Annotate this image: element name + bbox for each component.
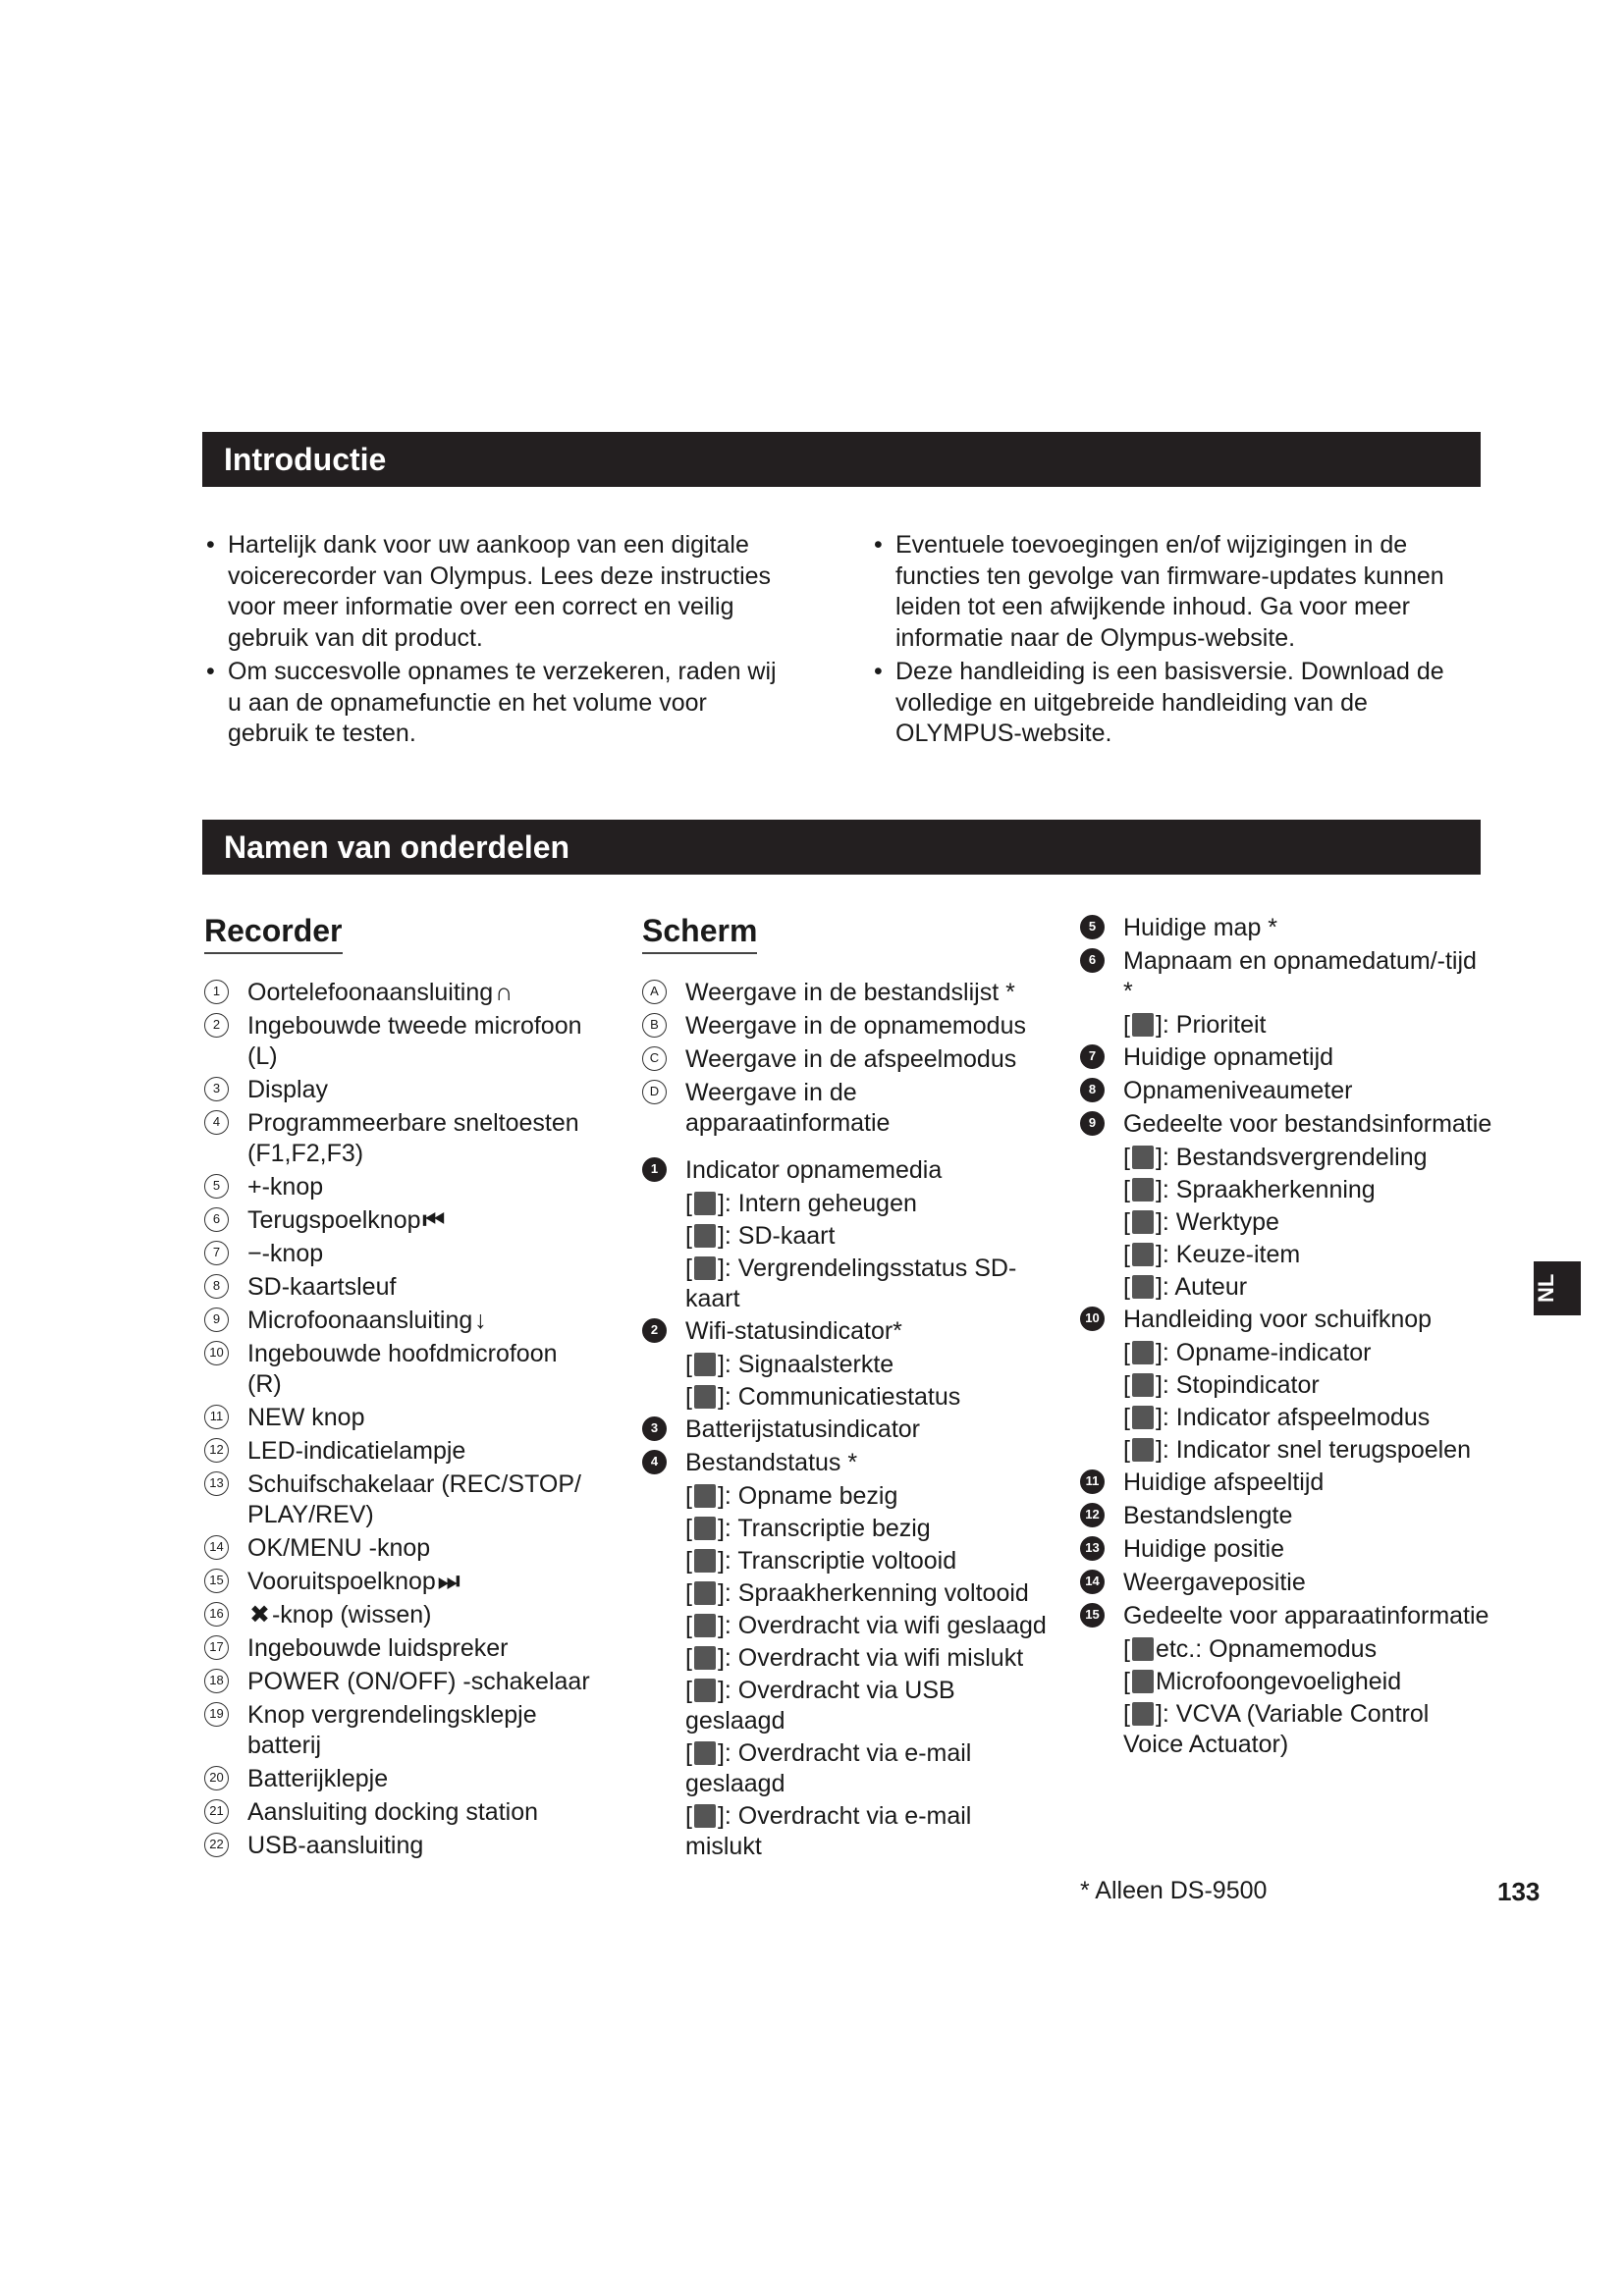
item-label: -knop (wissen) <box>271 1601 432 1629</box>
recorder-item <box>204 1667 597 1697</box>
numbered-item <box>642 1448 1055 1478</box>
bracket-open: [ <box>685 1222 692 1250</box>
sub-item <box>642 1643 1055 1674</box>
item-number: 17 <box>204 1635 229 1660</box>
item-number: 4 <box>642 1450 667 1474</box>
bracket-open: [ <box>1123 1404 1130 1431</box>
item-number: 21 <box>204 1799 229 1824</box>
recorder-item <box>204 1700 597 1761</box>
item-number: 13 <box>204 1471 229 1496</box>
recorder-item <box>204 1306 597 1336</box>
numbered-item <box>1080 1534 1492 1565</box>
scherm-item-list <box>642 1155 1055 1862</box>
sub-item <box>642 1611 1055 1641</box>
item-number: 19 <box>204 1702 229 1727</box>
numbered-item <box>1080 1568 1492 1598</box>
page-number: 133 <box>1497 1877 1541 1906</box>
item-number: 11 <box>1080 1469 1105 1494</box>
item-label: Gedeelte voor apparaatinformatie <box>1123 1602 1489 1629</box>
sub-item <box>642 1350 1055 1380</box>
sub-item-label: ]: Indicator afspeelmodus <box>1155 1404 1431 1431</box>
bracket-open: [ <box>1123 1635 1130 1663</box>
bracket-open: [ <box>1123 1668 1130 1695</box>
scherm-letter-item <box>642 1044 1055 1075</box>
sub-item <box>1080 1175 1492 1205</box>
item-label: OK/MENU -knop <box>247 1534 431 1562</box>
item-label: Aansluiting docking station <box>247 1798 539 1826</box>
bracket-open: [ <box>1123 1176 1130 1203</box>
recorder-item <box>204 1600 597 1630</box>
recorder-item <box>204 1567 597 1597</box>
item-number: 12 <box>1080 1503 1105 1527</box>
trash-icon: ✖ <box>249 1601 270 1629</box>
item-label: Ingebouwde tweede microfoon (L) <box>247 1012 582 1070</box>
sub-item <box>1080 1699 1492 1760</box>
recorder-item <box>204 1436 597 1467</box>
numbered-item <box>1080 946 1492 1007</box>
item-label: SD-kaartsleuf <box>247 1273 397 1301</box>
numbered-item <box>1080 1109 1492 1140</box>
bracket-open: [ <box>685 1515 692 1542</box>
sub-item <box>642 1546 1055 1576</box>
option-item-icon <box>1132 1243 1154 1266</box>
email-success-icon <box>694 1741 716 1765</box>
headphone-icon: ∩ <box>495 979 514 1006</box>
item-letter: A <box>642 980 667 1004</box>
item-label: Microfoonaansluiting <box>247 1307 473 1334</box>
recorder-item <box>204 1205 597 1236</box>
item-number: 7 <box>204 1241 229 1265</box>
sub-item <box>1080 1634 1492 1665</box>
numbered-item <box>1080 1305 1492 1335</box>
sub-item-label: ]: SD-kaart <box>717 1222 836 1250</box>
item-label: Batterijklepje <box>247 1765 389 1792</box>
sd-card-icon <box>694 1224 716 1248</box>
recorder-item <box>204 1172 597 1202</box>
item-number: 14 <box>1080 1570 1105 1594</box>
sub-item <box>642 1189 1055 1219</box>
item-label: −-knop <box>247 1240 324 1267</box>
numbered-item <box>1080 1468 1492 1498</box>
email-failed-icon <box>694 1804 716 1828</box>
sub-item <box>642 1738 1055 1799</box>
sub-item <box>1080 1207 1492 1238</box>
transcribed-icon <box>694 1549 716 1573</box>
worktype-icon <box>1132 1210 1154 1234</box>
sub-item-label: Microfoongevoeligheid <box>1155 1668 1402 1695</box>
intro-title: Introductie <box>224 442 387 477</box>
numbered-item <box>1080 913 1492 943</box>
sub-item-label: etc.: Opnamemodus <box>1155 1635 1378 1663</box>
bracket-open: [ <box>685 1739 692 1767</box>
sub-item <box>1080 1240 1492 1270</box>
item-label: USB-aansluiting <box>247 1832 424 1859</box>
usb-success-icon <box>694 1679 716 1702</box>
item-label: Batterijstatusindicator <box>685 1415 921 1443</box>
transcribing-icon <box>694 1517 716 1540</box>
numbered-item <box>642 1415 1055 1445</box>
sub-item-label: ]: Transcriptie voltooid <box>717 1547 957 1575</box>
priority-icon <box>1132 1013 1154 1037</box>
record-dot-icon <box>1132 1341 1154 1364</box>
numbered-item <box>1080 1076 1492 1106</box>
bracket-open: [ <box>1123 1241 1130 1268</box>
item-label: Oortelefoonaansluiting <box>247 979 494 1006</box>
bracket-open: [ <box>1123 1011 1130 1039</box>
sub-item-label: ]: Indicator snel terugspoelen <box>1155 1436 1471 1464</box>
wifi-signal-icon <box>694 1353 716 1376</box>
intro-left-column <box>206 530 785 753</box>
sub-item-label: ]: Overdracht via wifi geslaagd <box>717 1612 1047 1639</box>
intro-heading-bar <box>202 432 1481 487</box>
item-number: 7 <box>1080 1044 1105 1069</box>
sub-item <box>642 1514 1055 1544</box>
recorder-item <box>204 1272 597 1303</box>
sub-item <box>642 1221 1055 1252</box>
item-number: 2 <box>642 1318 667 1343</box>
microphone-icon: ↓ <box>474 1307 487 1334</box>
sub-item-label: ]: Stopindicator <box>1155 1371 1320 1399</box>
recorder-item <box>204 1633 597 1664</box>
item-number: 3 <box>642 1416 667 1441</box>
recorder-item <box>204 1403 597 1433</box>
item-number: 8 <box>204 1274 229 1299</box>
item-number: 22 <box>204 1833 229 1857</box>
bracket-open: [ <box>685 1579 692 1607</box>
scherm-letter-item <box>642 978 1055 1008</box>
scherm-letter-item <box>642 1078 1055 1139</box>
bracket-open: [ <box>685 1482 692 1510</box>
author-icon <box>1132 1275 1154 1299</box>
item-number: 5 <box>1080 915 1105 939</box>
item-number: 18 <box>204 1669 229 1693</box>
item-number: 8 <box>1080 1078 1105 1102</box>
sub-item <box>1080 1667 1492 1697</box>
fast-forward-icon: ⏭ <box>437 1568 460 1595</box>
sub-item <box>642 1481 1055 1512</box>
communication-icon <box>694 1385 716 1409</box>
item-label: Huidige afspeeltijd <box>1123 1468 1325 1496</box>
item-label: Huidige positie <box>1123 1535 1284 1563</box>
sub-item <box>642 1578 1055 1609</box>
item-label: Huidige map * <box>1123 914 1278 941</box>
bracket-open: [ <box>685 1547 692 1575</box>
bracket-open: [ <box>685 1644 692 1672</box>
item-number: 12 <box>204 1438 229 1463</box>
item-label: NEW knop <box>247 1404 365 1431</box>
speech-recognition-icon <box>694 1581 716 1605</box>
sub-item-label: ]: Werktype <box>1155 1208 1279 1236</box>
item-label: Mapnaam en opnamedatum/-tijd * <box>1123 947 1477 1005</box>
item-number: 4 <box>204 1110 229 1135</box>
item-number: 6 <box>204 1207 229 1232</box>
item-label: Weergave in de apparaatinformatie <box>685 1079 891 1137</box>
sub-item-label: ]: Overdracht via e-mail mislukt <box>685 1802 972 1860</box>
recorder-list <box>204 978 597 1861</box>
item-number: 11 <box>204 1405 229 1429</box>
item-label: Bestandstatus * <box>685 1449 858 1476</box>
sub-item <box>1080 1010 1492 1041</box>
language-tab: NL <box>1534 1261 1581 1315</box>
item-number: 1 <box>204 980 229 1004</box>
sub-item-label: ]: Overdracht via wifi mislukt <box>717 1644 1024 1672</box>
recorder-column <box>204 911 597 1864</box>
item-label: Weergave in de bestandslijst * <box>685 979 1015 1006</box>
sub-item-label: ]: Vergrendelingsstatus SD-kaart <box>685 1255 1017 1312</box>
sub-item-label: ]: Opname-indicator <box>1155 1339 1372 1366</box>
sub-item-label: ]: Overdracht via e-mail geslaagd <box>685 1739 972 1797</box>
item-label: Weergavepositie <box>1123 1569 1306 1596</box>
item-number: 10 <box>204 1341 229 1365</box>
recorder-item <box>204 1764 597 1794</box>
item-label: Bestandslengte <box>1123 1502 1293 1529</box>
bracket-open: [ <box>685 1677 692 1704</box>
bracket-open: [ <box>1123 1208 1130 1236</box>
scherm-heading: Scherm <box>642 911 757 954</box>
sub-item-label: ]: Spraakherkenning <box>1155 1176 1376 1203</box>
item-number: 9 <box>204 1308 229 1332</box>
item-number: 1 <box>642 1157 667 1182</box>
item-label: Opnameniveaumeter <box>1123 1077 1353 1104</box>
item-letter: D <box>642 1080 667 1104</box>
recording-icon <box>694 1484 716 1508</box>
sub-item <box>1080 1143 1492 1173</box>
item-label: Knop vergrendelingsklepje batterij <box>247 1701 537 1759</box>
sub-item-label: ]: Bestandsvergrendeling <box>1155 1144 1428 1171</box>
bracket-open: [ <box>1123 1700 1130 1728</box>
recorder-item <box>204 978 597 1008</box>
vcva-icon <box>1132 1702 1154 1726</box>
bracket-open: [ <box>685 1383 692 1411</box>
intro-right-column <box>874 530 1483 753</box>
item-number: 13 <box>1080 1536 1105 1561</box>
sub-item-label: ]: Transcriptie bezig <box>717 1515 931 1542</box>
bracket-open: [ <box>1123 1273 1130 1301</box>
info-item-list <box>1080 913 1492 1760</box>
sub-item-label: ]: Opname bezig <box>717 1482 898 1510</box>
scherm-letter-list <box>642 978 1055 1139</box>
item-label: Huidige opnametijd <box>1123 1043 1334 1071</box>
bracket-open: [ <box>685 1351 692 1378</box>
recorder-heading: Recorder <box>204 911 343 954</box>
recording-mode-icons <box>1132 1637 1154 1661</box>
sub-item <box>1080 1272 1492 1303</box>
sub-item-label: ]: Signaalsterkte <box>717 1351 894 1378</box>
item-number: 3 <box>204 1077 229 1101</box>
sub-item <box>642 1801 1055 1862</box>
recorder-item <box>204 1239 597 1269</box>
sub-item-label: ]: Auteur <box>1155 1273 1248 1301</box>
speech-icon <box>1132 1178 1154 1201</box>
item-number: 6 <box>1080 948 1105 973</box>
recorder-item <box>204 1075 597 1105</box>
rewind-icon: ⏮ <box>422 1206 446 1234</box>
item-number: 5 <box>204 1174 229 1199</box>
numbered-item <box>642 1155 1055 1186</box>
item-letter: C <box>642 1046 667 1071</box>
parts-heading-bar <box>202 820 1481 875</box>
item-label: Wifi-statusindicator* <box>685 1317 902 1345</box>
item-label: Terugspoelknop <box>247 1206 421 1234</box>
recorder-item <box>204 1469 597 1530</box>
item-label: Programmeerbare sneltoesten (F1,F2,F3) <box>247 1109 579 1167</box>
item-letter: B <box>642 1013 667 1038</box>
item-label: Vooruitspoelknop <box>247 1568 436 1595</box>
bracket-open: [ <box>685 1255 692 1282</box>
wifi-success-icon <box>694 1614 716 1637</box>
scherm-letter-item <box>642 1011 1055 1041</box>
numbered-item <box>1080 1601 1492 1631</box>
sub-item-label: ]: Communicatiestatus <box>717 1383 961 1411</box>
item-label: Weergave in de afspeelmodus <box>685 1045 1017 1073</box>
sub-item <box>642 1676 1055 1736</box>
file-lock-icon <box>1132 1146 1154 1169</box>
sub-item <box>1080 1338 1492 1368</box>
sub-item <box>1080 1403 1492 1433</box>
item-number: 14 <box>204 1535 229 1560</box>
item-label: Indicator opnamemedia <box>685 1156 943 1184</box>
bracket-open: [ <box>685 1612 692 1639</box>
sub-item-label: ]: Prioriteit <box>1155 1011 1267 1039</box>
bracket-open: [ <box>685 1802 692 1830</box>
item-label: POWER (ON/OFF) -schakelaar <box>247 1668 590 1695</box>
sub-item-label: ]: VCVA (Variable Control Voice Actuator) <box>1123 1700 1430 1758</box>
sub-item <box>642 1254 1055 1314</box>
recorder-item <box>204 1533 597 1564</box>
item-label: LED-indicatielampje <box>247 1437 466 1465</box>
bracket-open: [ <box>1123 1436 1130 1464</box>
item-label: Ingebouwde hoofdmicrofoon (R) <box>247 1340 558 1398</box>
mic-sensitivity-icons <box>1132 1670 1154 1693</box>
recorder-item <box>204 1011 597 1072</box>
intro-bullet: • Hartelijk dank voor uw aankoop van een digitale voicerecorder van Olympus. Lees deze instructies voor meer informatie over een correct en veilig gebruik van dit product. <box>206 530 785 654</box>
sub-item-label: ]: Keuze-item <box>1155 1241 1301 1268</box>
sub-item-label: ]: Spraakherkenning voltooid <box>717 1579 1029 1607</box>
recorder-item <box>204 1831 597 1861</box>
parts-title: Namen van onderdelen <box>224 829 570 865</box>
info-column <box>1080 913 1492 1762</box>
bracket-open: [ <box>685 1190 692 1217</box>
item-number: 15 <box>1080 1603 1105 1628</box>
recorder-item <box>204 1797 597 1828</box>
footnote: * Alleen DS-9500 <box>1080 1877 1268 1904</box>
internal-memory-icon <box>694 1192 716 1215</box>
intro-bullet: • Deze handleiding is een basisversie. Download de volledige en uitgebreide handleiding van de OLYMPUS-website. <box>874 657 1483 750</box>
numbered-item <box>1080 1501 1492 1531</box>
sub-item-label: ]: Intern geheugen <box>717 1190 917 1217</box>
item-label: Handleiding voor schuifknop <box>1123 1306 1433 1333</box>
recorder-item <box>204 1339 597 1400</box>
item-label: Ingebouwde luidspreker <box>247 1634 509 1662</box>
scherm-column <box>642 911 1055 1864</box>
wifi-failed-icon <box>694 1646 716 1670</box>
item-label: Gedeelte voor bestandsinformatie <box>1123 1110 1492 1138</box>
bracket-open: [ <box>1123 1339 1130 1366</box>
item-number: 9 <box>1080 1111 1105 1136</box>
item-number: 2 <box>204 1013 229 1038</box>
item-label: +-knop <box>247 1173 324 1201</box>
play-triangle-icon <box>1132 1406 1154 1429</box>
rewind-icon <box>1132 1438 1154 1462</box>
bracket-open: [ <box>1123 1144 1130 1171</box>
sd-lock-icon <box>694 1256 716 1280</box>
item-label: Schuifschakelaar (REC/STOP/ PLAY/REV) <box>247 1470 581 1528</box>
numbered-item <box>642 1316 1055 1347</box>
recorder-item <box>204 1108 597 1169</box>
item-label: Display <box>247 1076 328 1103</box>
sub-item-label: ]: Overdracht via USB geslaagd <box>685 1677 955 1735</box>
item-number: 15 <box>204 1569 229 1593</box>
intro-bullet: • Eventuele toevoegingen en/of wijzigingen in de functies ten gevolge van firmware-updates kunnen leiden tot een afwijkende inhoud. Ga voor meer informatie naar de Olympus-website. <box>874 530 1483 654</box>
bracket-open: [ <box>1123 1371 1130 1399</box>
item-number: 10 <box>1080 1307 1105 1331</box>
intro-bullet: • Om succesvolle opnames te verzekeren, raden wij u aan de opnamefunctie en het volume voor gebruik te testen. <box>206 657 785 750</box>
item-label: Weergave in de opnamemodus <box>685 1012 1026 1040</box>
numbered-item <box>1080 1042 1492 1073</box>
sub-item <box>1080 1370 1492 1401</box>
stop-square-icon <box>1132 1373 1154 1397</box>
item-number: 16 <box>204 1602 229 1627</box>
sub-item <box>1080 1435 1492 1466</box>
item-number: 20 <box>204 1766 229 1790</box>
sub-item <box>642 1382 1055 1413</box>
